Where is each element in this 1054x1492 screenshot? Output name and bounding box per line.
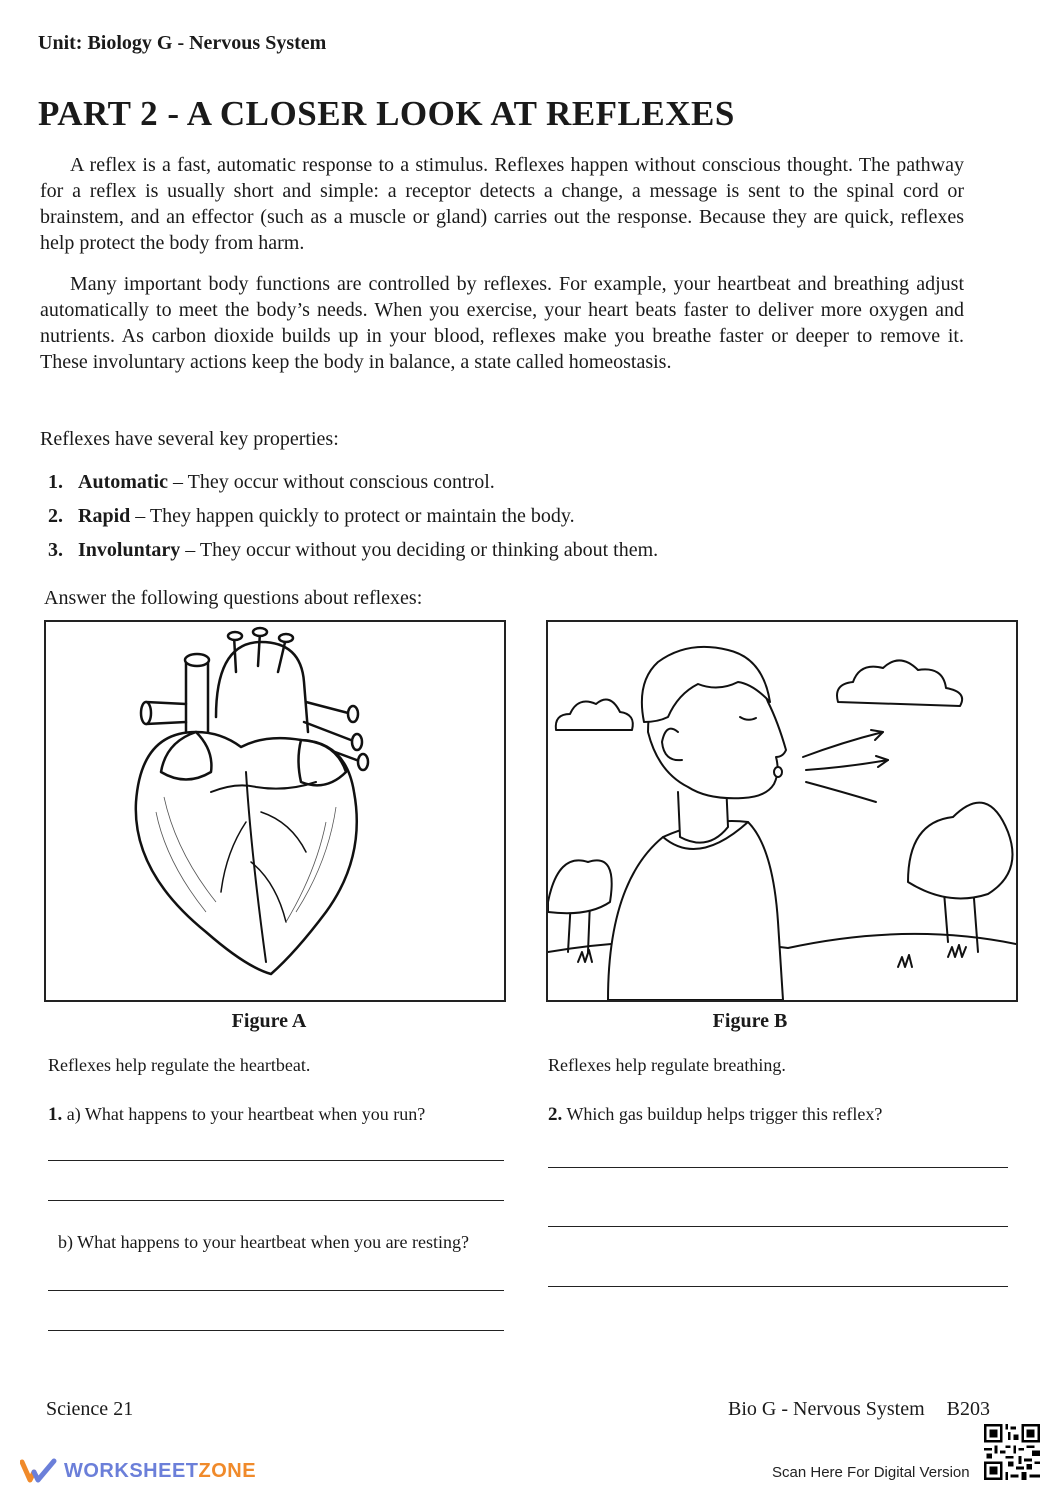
answer-line[interactable] xyxy=(548,1286,1008,1287)
heart-illustration xyxy=(46,622,504,1000)
question-1b: b) What happens to your heartbeat when you are resting? xyxy=(58,1232,470,1252)
breath-arrows xyxy=(803,730,888,802)
worksheetzone-logo[interactable] xyxy=(20,1456,256,1486)
cloud-icon xyxy=(556,700,633,731)
answer-line[interactable] xyxy=(48,1330,504,1331)
properties-list xyxy=(48,468,658,570)
answer-line[interactable] xyxy=(548,1226,1008,1227)
question-number: 1. xyxy=(48,1104,63,1125)
answer-line[interactable] xyxy=(48,1160,504,1161)
figure-a-frame xyxy=(44,620,506,1002)
figure-a-caption: Figure A xyxy=(231,1010,307,1032)
figure-b-caption: Figure B xyxy=(712,1010,788,1032)
logo-text: WORKSHEETZONE xyxy=(64,1459,257,1482)
qr-code-icon[interactable] xyxy=(984,1424,1040,1480)
intro-paragraph: A reflex is a fast, automatic response to a stimulus. Reflexes happen without conscious thought. The pathway for a reflex is usually short and simple: a receptor detects a change, a message is sent to the spinal cord or brainstem, and an effector (such as a muscle or gland) carries out the response. Because they are quick, reflexes help protect the body from harm. xyxy=(40,154,964,254)
answer-intro: Answer the following questions about reflexes: xyxy=(44,587,423,609)
question-number: 2. xyxy=(548,1104,563,1125)
figure-a-note: Reflexes help regulate the heartbeat. xyxy=(48,1055,311,1075)
footer-unit: Bio G - Nervous System xyxy=(728,1398,925,1420)
figure-b-note: Reflexes help regulate breathing. xyxy=(548,1055,786,1075)
page-code: B203 xyxy=(946,1398,991,1420)
footer-right xyxy=(728,1398,990,1421)
property-term: Automatic xyxy=(78,471,168,493)
property-term: Rapid xyxy=(78,505,131,527)
scan-label: Scan Here For Digital Version xyxy=(772,1464,970,1481)
figure-b-frame xyxy=(546,620,1018,1002)
question-text: Which gas buildup helps trigger this reflex? xyxy=(566,1104,883,1124)
footer-left: Science 21 xyxy=(46,1398,134,1420)
property-desc: – They occur without conscious control. xyxy=(167,471,495,493)
question-2 xyxy=(548,1104,882,1126)
property-desc: – They occur without you deciding or thinking about them. xyxy=(180,539,659,561)
list-item: 1. Automatic – They occur without conscious control. xyxy=(48,471,495,493)
properties-intro: Reflexes have several key properties: xyxy=(40,428,339,450)
list-item: 2. Rapid – They happen quickly to protect or maintain the body. xyxy=(48,505,575,527)
question-text: a) What happens to your heartbeat when you run? xyxy=(66,1104,426,1124)
answer-line[interactable] xyxy=(548,1167,1008,1168)
answer-line[interactable] xyxy=(48,1290,504,1291)
answer-line[interactable] xyxy=(48,1200,504,1201)
functions-paragraph: Many important body functions are controlled by reflexes. For example, your heartbeat and breathing adjust automatically to meet the body’s needs. When you exercise, your heart beats faster to deliver more oxygen and nutrients. As carbon dioxide builds up in your blood, reflexes make you breathe faster or deeper to remove it. These involuntary actions keep the body in balance, a state called homeostasis. xyxy=(40,273,964,373)
property-desc: – They happen quickly to protect or maintain the body. xyxy=(130,505,575,527)
page-title: PART 2 - A CLOSER LOOK AT REFLEXES xyxy=(38,94,735,133)
w-logo-icon xyxy=(20,1458,58,1484)
list-item: 3. Involuntary – They occur without you deciding or thinking about them. xyxy=(48,539,659,561)
question-1a xyxy=(48,1104,425,1126)
boy-breathing-illustration xyxy=(548,622,1016,1000)
property-term: Involuntary xyxy=(78,539,181,561)
cloud-icon xyxy=(837,660,962,706)
unit-header: Unit: Biology G - Nervous System xyxy=(38,32,327,54)
